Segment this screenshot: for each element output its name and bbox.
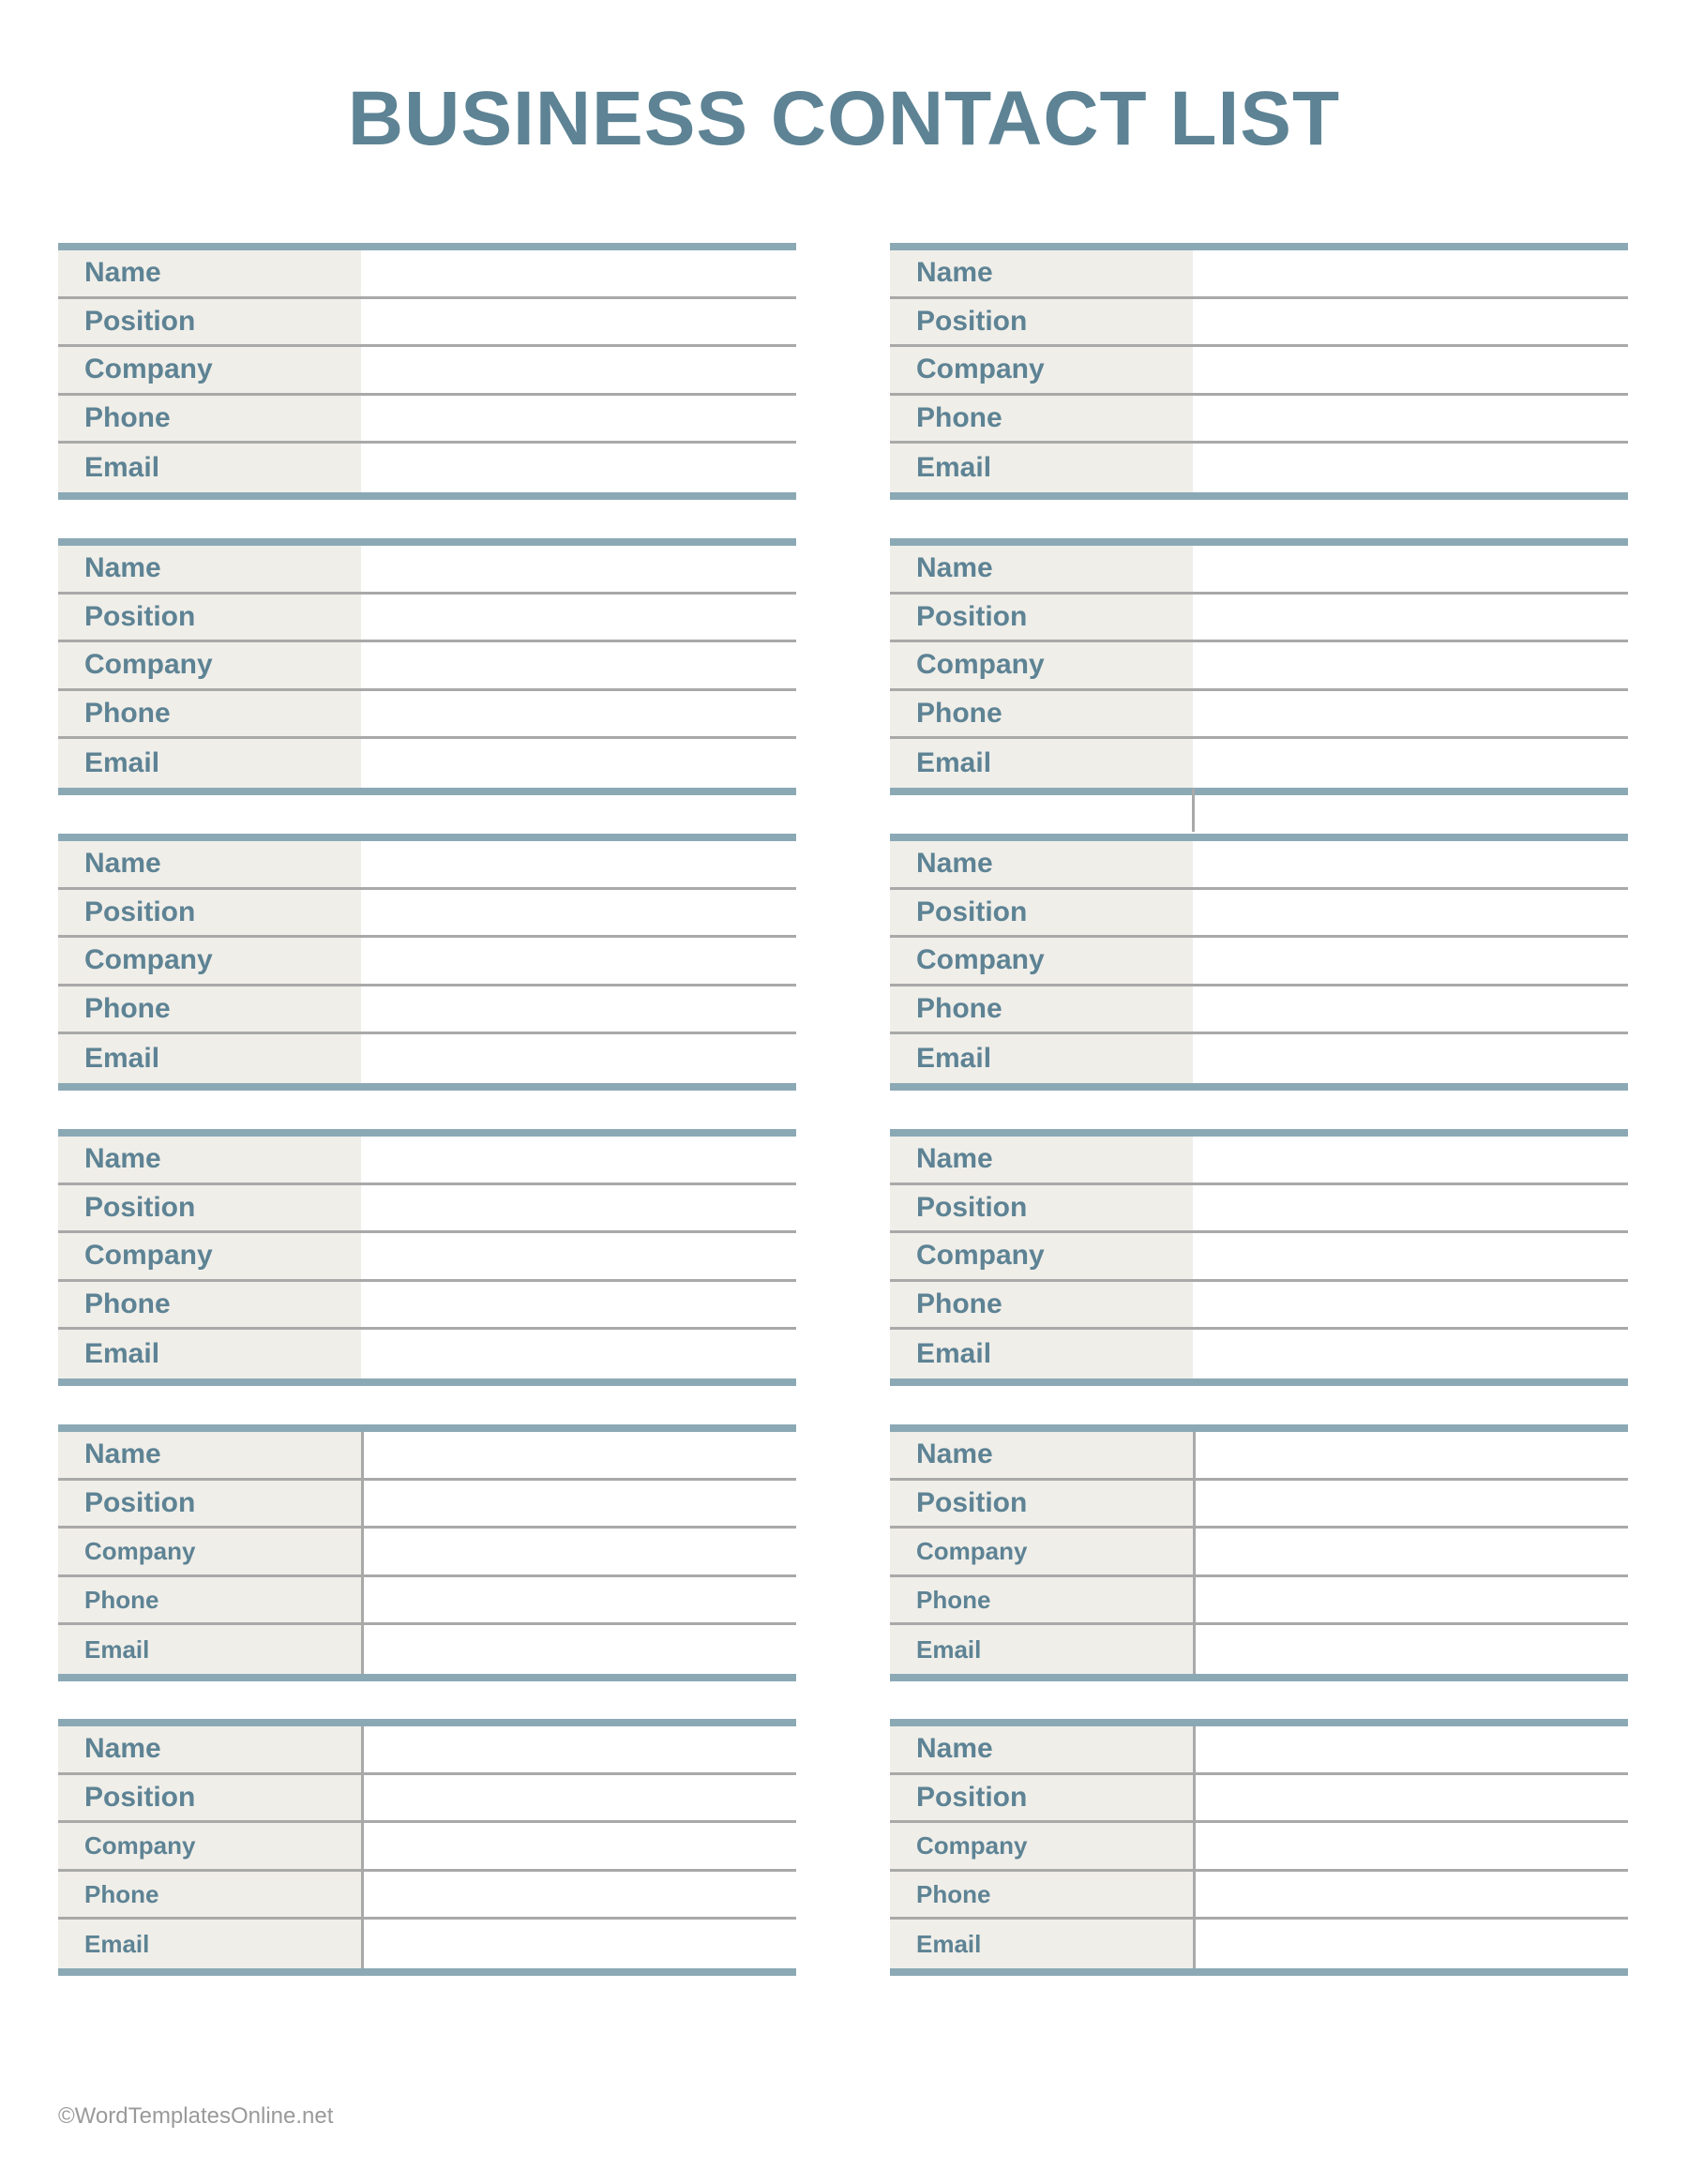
field-value-email[interactable]	[1193, 1330, 1628, 1378]
contact-row-name	[890, 250, 1628, 299]
field-label-company: Company	[890, 938, 1193, 984]
field-value-position[interactable]	[1193, 890, 1628, 936]
contact-card	[890, 243, 1628, 500]
contact-row-email	[58, 444, 796, 492]
field-label-position: Position	[58, 890, 361, 936]
field-label-name: Name	[58, 1432, 361, 1478]
contact-card	[58, 1719, 796, 1976]
field-label-company: Company	[58, 642, 361, 688]
field-value-name[interactable]	[361, 1432, 796, 1478]
field-value-email[interactable]	[361, 444, 796, 492]
field-label-name: Name	[58, 1137, 361, 1182]
field-value-email[interactable]	[1193, 739, 1628, 788]
field-value-phone[interactable]	[361, 396, 796, 442]
field-value-company[interactable]	[361, 1529, 796, 1574]
field-label-email: Email	[890, 1625, 1193, 1674]
field-value-name[interactable]	[1193, 1137, 1628, 1182]
field-label-name: Name	[890, 1137, 1193, 1182]
field-value-position[interactable]	[1193, 1775, 1628, 1821]
field-value-name[interactable]	[361, 841, 796, 887]
contact-card	[890, 538, 1628, 795]
field-label-position: Position	[58, 595, 361, 640]
contact-row-phone	[890, 396, 1628, 444]
field-value-phone[interactable]	[361, 987, 796, 1032]
field-label-company: Company	[58, 1233, 361, 1279]
contact-row-phone	[890, 1577, 1628, 1626]
contact-row-position	[890, 890, 1628, 939]
field-value-position[interactable]	[361, 890, 796, 936]
field-label-position: Position	[890, 1775, 1193, 1821]
field-label-phone: Phone	[890, 396, 1193, 442]
contact-row-company	[58, 1233, 796, 1282]
field-label-phone: Phone	[890, 1282, 1193, 1328]
contact-row-company	[890, 1823, 1628, 1872]
contact-row-phone	[890, 1282, 1628, 1331]
contact-row-phone	[58, 691, 796, 740]
contact-card	[58, 538, 796, 795]
contact-row-phone	[58, 1577, 796, 1626]
contact-card	[58, 834, 796, 1091]
field-label-phone: Phone	[58, 1872, 361, 1918]
field-value-phone[interactable]	[1193, 396, 1628, 442]
field-label-phone: Phone	[890, 691, 1193, 737]
field-value-position[interactable]	[361, 1775, 796, 1821]
field-value-company[interactable]	[1193, 347, 1628, 393]
contact-row-position	[890, 1775, 1628, 1824]
footer-credit: ©WordTemplatesOnline.net	[58, 2103, 334, 2129]
field-value-phone[interactable]	[361, 1872, 796, 1918]
field-label-email: Email	[58, 1034, 361, 1083]
contact-row-company	[890, 347, 1628, 396]
field-value-company[interactable]	[1193, 1529, 1628, 1574]
contact-row-email	[58, 739, 796, 788]
contact-row-email	[890, 1920, 1628, 1968]
field-value-position[interactable]	[361, 595, 796, 640]
field-value-name[interactable]	[1193, 250, 1628, 296]
contact-row-company	[890, 1233, 1628, 1282]
contact-row-company	[58, 1823, 796, 1872]
contact-row-email	[890, 1034, 1628, 1083]
page-title: BUSINESS CONTACT LIST	[347, 76, 1341, 161]
field-label-position: Position	[58, 1185, 361, 1231]
field-value-company[interactable]	[1193, 1233, 1628, 1279]
column-divider-line	[1192, 789, 1195, 832]
contact-row-phone	[58, 396, 796, 444]
field-value-phone[interactable]	[361, 1577, 796, 1623]
field-label-name: Name	[890, 546, 1193, 592]
field-label-company: Company	[890, 642, 1193, 688]
field-label-email: Email	[58, 1625, 361, 1674]
field-value-position[interactable]	[1193, 595, 1628, 640]
contact-row-position	[58, 1185, 796, 1234]
field-label-position: Position	[58, 299, 361, 345]
contact-row-name	[58, 1137, 796, 1185]
contact-row-company	[890, 1529, 1628, 1577]
contact-row-position	[58, 299, 796, 348]
field-value-name[interactable]	[361, 1137, 796, 1182]
field-label-name: Name	[890, 250, 1193, 296]
field-value-position[interactable]	[361, 1481, 796, 1527]
field-label-phone: Phone	[890, 987, 1193, 1032]
field-label-company: Company	[58, 347, 361, 393]
field-label-name: Name	[58, 841, 361, 887]
field-value-email[interactable]	[1193, 1625, 1628, 1674]
field-value-phone[interactable]	[1193, 691, 1628, 737]
field-value-company[interactable]	[1193, 1823, 1628, 1869]
contact-row-position	[58, 595, 796, 643]
field-value-phone[interactable]	[1193, 1577, 1628, 1623]
field-value-phone[interactable]	[1193, 987, 1628, 1032]
contact-row-name	[890, 841, 1628, 890]
field-label-company: Company	[890, 1233, 1193, 1279]
contact-card	[58, 1129, 796, 1386]
contact-row-name	[890, 1726, 1628, 1775]
contact-row-name	[890, 1137, 1628, 1185]
field-value-company[interactable]	[361, 938, 796, 984]
field-value-phone[interactable]	[1193, 1282, 1628, 1328]
contact-row-company	[58, 642, 796, 691]
contact-row-email	[890, 739, 1628, 788]
field-label-position: Position	[890, 1185, 1193, 1231]
field-label-email: Email	[890, 1034, 1193, 1083]
field-label-phone: Phone	[58, 396, 361, 442]
field-label-email: Email	[890, 1920, 1193, 1968]
field-value-phone[interactable]	[361, 691, 796, 737]
contact-row-email	[890, 444, 1628, 492]
field-value-company[interactable]	[1193, 938, 1628, 984]
contact-row-position	[58, 1481, 796, 1529]
field-value-name[interactable]	[361, 1726, 796, 1772]
field-value-email[interactable]	[1193, 1920, 1628, 1968]
contact-row-position	[890, 299, 1628, 348]
contact-row-email	[58, 1330, 796, 1378]
field-value-phone[interactable]	[361, 1282, 796, 1328]
contact-row-name	[58, 1726, 796, 1775]
field-label-position: Position	[890, 1481, 1193, 1527]
field-value-company[interactable]	[361, 1823, 796, 1869]
contact-row-position	[890, 1185, 1628, 1234]
contact-row-company	[58, 1529, 796, 1577]
field-value-email[interactable]	[1193, 1034, 1628, 1083]
contact-row-phone	[58, 1282, 796, 1331]
field-value-email[interactable]	[361, 1330, 796, 1378]
field-label-phone: Phone	[58, 987, 361, 1032]
field-value-company[interactable]	[361, 1233, 796, 1279]
contact-row-email	[890, 1625, 1628, 1674]
field-value-position[interactable]	[1193, 299, 1628, 345]
contact-row-phone	[58, 987, 796, 1035]
field-label-company: Company	[890, 347, 1193, 393]
contact-card	[890, 1129, 1628, 1386]
field-label-email: Email	[58, 739, 361, 788]
field-value-name[interactable]	[361, 250, 796, 296]
field-value-name[interactable]	[1193, 841, 1628, 887]
field-label-name: Name	[890, 1432, 1193, 1478]
field-value-position[interactable]	[361, 299, 796, 345]
field-value-email[interactable]	[361, 1920, 796, 1968]
contact-row-phone	[890, 987, 1628, 1035]
contact-row-email	[58, 1625, 796, 1674]
contact-row-name	[58, 250, 796, 299]
field-label-email: Email	[890, 444, 1193, 492]
field-label-company: Company	[58, 1823, 361, 1869]
field-label-company: Company	[890, 1823, 1193, 1869]
field-label-position: Position	[58, 1481, 361, 1527]
contact-row-position	[58, 890, 796, 939]
contact-row-position	[890, 1481, 1628, 1529]
field-label-name: Name	[890, 841, 1193, 887]
field-label-email: Email	[58, 1920, 361, 1968]
field-label-email: Email	[890, 1330, 1193, 1378]
field-value-phone[interactable]	[1193, 1872, 1628, 1918]
contact-row-company	[890, 642, 1628, 691]
field-value-position[interactable]	[1193, 1481, 1628, 1527]
field-label-phone: Phone	[58, 1577, 361, 1623]
contact-row-position	[890, 595, 1628, 643]
field-label-company: Company	[890, 1529, 1193, 1574]
field-label-position: Position	[890, 595, 1193, 640]
contact-row-company	[58, 938, 796, 987]
field-value-email[interactable]	[361, 1625, 796, 1674]
contact-row-position	[58, 1775, 796, 1824]
field-value-name[interactable]	[1193, 1726, 1628, 1772]
field-value-email[interactable]	[361, 739, 796, 788]
field-label-position: Position	[890, 890, 1193, 936]
field-label-email: Email	[58, 444, 361, 492]
contact-row-phone	[890, 1872, 1628, 1920]
field-value-position[interactable]	[361, 1185, 796, 1231]
field-value-company[interactable]	[361, 347, 796, 393]
contact-card	[890, 1424, 1628, 1681]
contact-card	[58, 1424, 796, 1681]
contact-row-email	[58, 1920, 796, 1968]
contact-row-name	[58, 841, 796, 890]
field-value-name[interactable]	[1193, 546, 1628, 592]
contact-row-company	[890, 938, 1628, 987]
field-value-company[interactable]	[1193, 642, 1628, 688]
field-label-company: Company	[58, 1529, 361, 1574]
field-label-email: Email	[890, 739, 1193, 788]
field-label-position: Position	[58, 1775, 361, 1821]
field-label-name: Name	[58, 1726, 361, 1772]
contact-card	[890, 1719, 1628, 1976]
field-label-phone: Phone	[890, 1577, 1193, 1623]
field-label-phone: Phone	[58, 1282, 361, 1328]
field-label-name: Name	[890, 1726, 1193, 1772]
contact-row-name	[890, 1432, 1628, 1481]
contact-row-email	[890, 1330, 1628, 1378]
field-value-position[interactable]	[1193, 1185, 1628, 1231]
field-value-name[interactable]	[1193, 1432, 1628, 1478]
contact-card	[58, 243, 796, 500]
contact-row-phone	[58, 1872, 796, 1920]
field-label-email: Email	[58, 1330, 361, 1378]
contact-row-name	[58, 1432, 796, 1481]
contact-row-name	[58, 546, 796, 595]
field-label-company: Company	[58, 938, 361, 984]
field-label-name: Name	[58, 546, 361, 592]
contact-row-name	[890, 546, 1628, 595]
contact-row-company	[58, 347, 796, 396]
field-label-name: Name	[58, 250, 361, 296]
field-value-company[interactable]	[361, 642, 796, 688]
field-value-name[interactable]	[361, 546, 796, 592]
field-value-email[interactable]	[361, 1034, 796, 1083]
contact-row-phone	[890, 691, 1628, 740]
field-label-phone: Phone	[58, 691, 361, 737]
contact-row-email	[58, 1034, 796, 1083]
contact-card	[890, 834, 1628, 1091]
field-label-phone: Phone	[890, 1872, 1193, 1918]
field-value-email[interactable]	[1193, 444, 1628, 492]
field-label-position: Position	[890, 299, 1193, 345]
